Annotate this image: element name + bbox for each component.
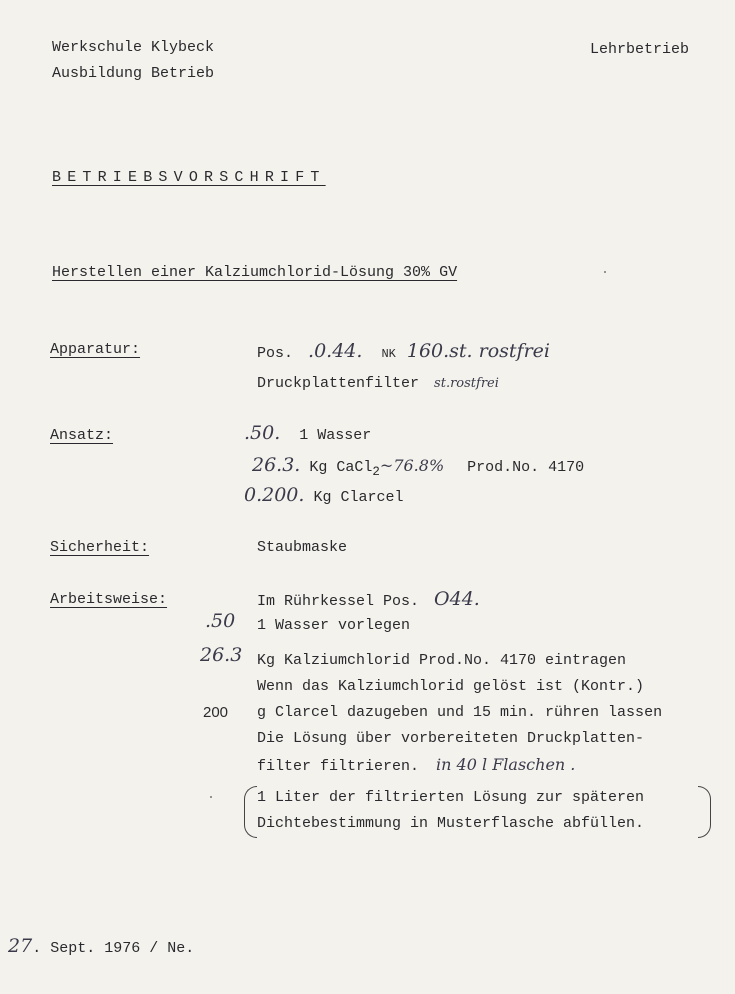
ansatz-row	[244, 486, 403, 505]
arbeitsweise-line-text: Kg Kalziumchlorid Prod.No. 4170 eintragen	[257, 652, 627, 669]
apparatur-nk-handwritten: 160.st. rostfrei	[406, 340, 550, 362]
note-bracket-left	[244, 786, 257, 838]
section-label-sicherheit: Sicherheit:	[50, 539, 150, 556]
arbeitsweise-pos-handwritten: O44.	[434, 588, 480, 610]
apparatur-nk-prefix: NK	[381, 347, 396, 361]
note-line: 1 Liter der filtrierten Lösung zur späteren	[257, 789, 645, 806]
ansatz-percent-handwritten: ~76.8%	[379, 456, 445, 475]
ansatz-qty-handwritten: 0.200.	[244, 484, 305, 506]
section-label-arbeitsweise: Arbeitsweise:	[50, 591, 168, 608]
arbeitsweise-line-text: 1 Wasser vorlegen	[257, 617, 411, 634]
arbeitsweise-qty-typed: 200	[203, 704, 229, 721]
paper-speck	[210, 796, 212, 798]
ansatz-row	[252, 456, 584, 479]
ansatz-row-text: 1 Wasser	[299, 427, 372, 444]
ansatz-row-text: Kg Clarcel	[313, 489, 404, 506]
ansatz-qty-handwritten: .50.	[244, 422, 281, 444]
arbeitsweise-line	[257, 590, 480, 609]
apparatur-pos-line	[257, 342, 550, 361]
footer-date-text: . Sept. 1976 / Ne.	[32, 940, 195, 957]
ansatz-row	[244, 424, 371, 443]
document-title: BETRIEBSVORSCHRIFT	[52, 169, 326, 186]
document-subject: Herstellen einer Kalziumchlorid-Lösung 30% GV	[52, 264, 458, 281]
paper-speck	[604, 271, 606, 273]
ansatz-qty-handwritten: 26.3.	[252, 454, 301, 476]
arbeitsweise-line-text: Wenn das Kalziumchlorid gelöst ist (Kontr.)	[257, 678, 645, 695]
header-right-label: Lehrbetrieb	[590, 41, 690, 58]
ansatz-subscript: 2	[372, 465, 380, 479]
apparatur-pos-prefix: Pos.	[257, 345, 294, 362]
arbeitsweise-line-text: filter filtrieren.	[257, 758, 420, 775]
arbeitsweise-line-text: Im Rührkessel Pos.	[257, 593, 420, 610]
school-department: Ausbildung Betrieb	[52, 65, 215, 82]
note-line: Dichtebestimmung in Musterflasche abfüllen.	[257, 815, 645, 832]
arbeitsweise-qty-handwritten: .50	[205, 610, 236, 632]
apparatur-filter-handwritten: st.rostfrei	[434, 376, 499, 391]
arbeitsweise-line-text: g Clarcel dazugeben und 15 min. rühren lassen	[257, 704, 663, 721]
footer-day-handwritten: 27	[8, 935, 33, 957]
arbeitsweise-bottles-handwritten: in 40 l Flaschen .	[436, 755, 576, 774]
section-label-ansatz: Ansatz:	[50, 427, 114, 444]
ansatz-row-text: Kg CaCl	[309, 459, 373, 476]
arbeitsweise-qty-handwritten: 26.3	[200, 644, 243, 666]
school-name: Werkschule Klybeck	[52, 39, 215, 56]
apparatur-filter-line	[257, 376, 499, 391]
footer-date	[8, 937, 194, 956]
arbeitsweise-line-text: Die Lösung über vorbereiteten Druckplatten-	[257, 730, 645, 747]
apparatur-pos-handwritten: .0.44.	[308, 340, 363, 362]
arbeitsweise-line	[257, 757, 575, 774]
apparatur-filter-text: Druckplattenfilter	[257, 375, 420, 392]
ansatz-row-product: Prod.No. 4170	[467, 459, 585, 476]
section-label-apparatur: Apparatur:	[50, 341, 141, 358]
note-bracket-right	[698, 786, 711, 838]
sicherheit-text: Staubmaske	[257, 539, 348, 556]
